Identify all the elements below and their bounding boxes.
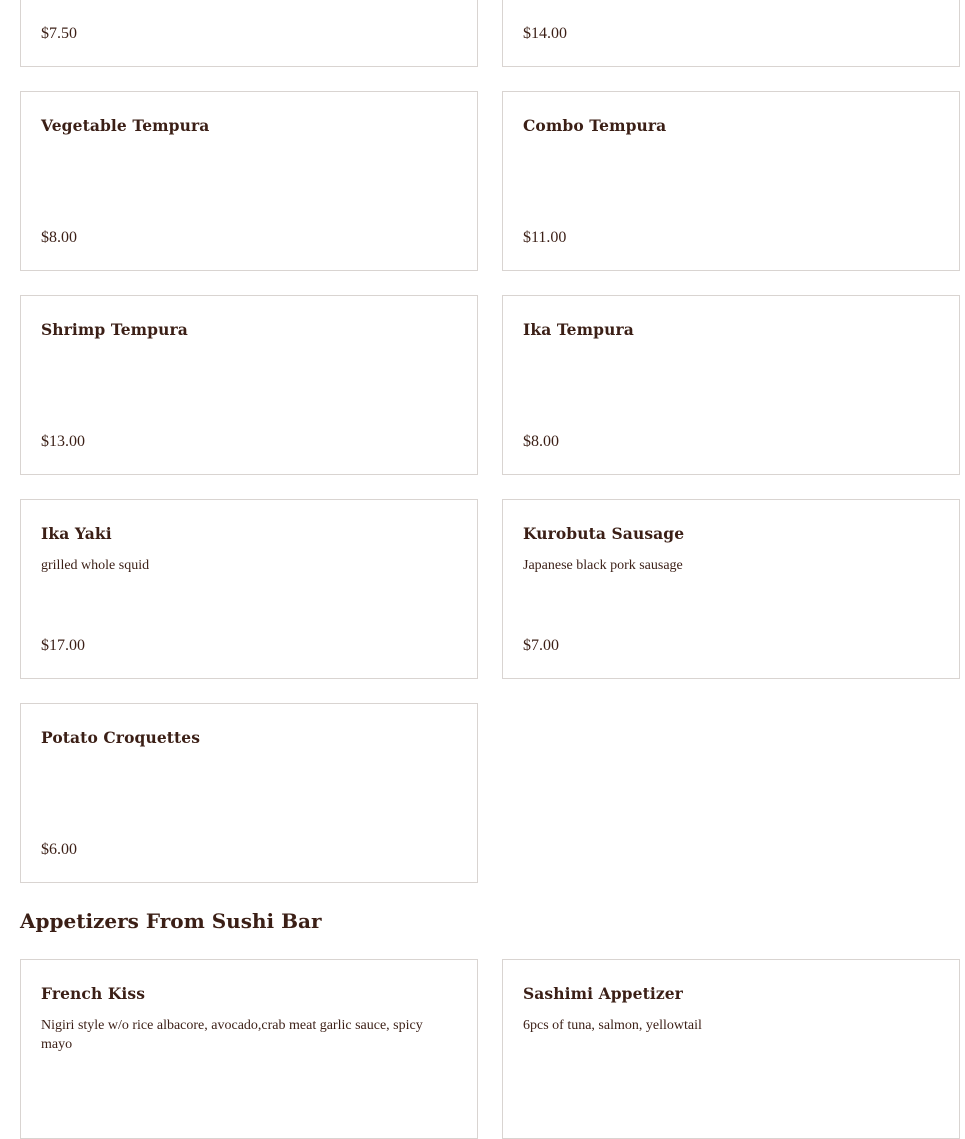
- menu-item-description: grilled whole squid: [41, 558, 150, 573]
- menu-item-name: Ika Yaki: [41, 524, 112, 543]
- menu-item-card[interactable]: [20, 91, 478, 271]
- menu-item-price: $8.00: [41, 229, 77, 246]
- menu-item-card[interactable]: [20, 295, 478, 475]
- menu-item-card[interactable]: [502, 959, 960, 1139]
- menu-item-name: French Kiss: [41, 984, 146, 1003]
- menu-item-name: Vegetable Tempura: [41, 116, 210, 135]
- menu-item-price: $11.00: [523, 229, 567, 246]
- menu-item-card[interactable]: [502, 499, 960, 679]
- menu-item-price: $7.00: [523, 637, 559, 654]
- menu-item-card[interactable]: [502, 91, 960, 271]
- menu-item-price: $13.00: [41, 433, 85, 450]
- menu-item-name: Kurobuta Sausage: [523, 524, 685, 543]
- menu-item-card[interactable]: [20, 499, 478, 679]
- menu-item-description: Nigiri style w/o rice albacore, avocado,crab meat garlic sauce, spicy mayo: [41, 1018, 423, 1052]
- section-heading: Appetizers From Sushi Bar: [20, 909, 322, 933]
- menu-item-price: $8.00: [523, 433, 559, 450]
- menu-item-price: $7.50: [41, 25, 77, 42]
- menu-item-name: Shrimp Tempura: [41, 320, 188, 339]
- menu-item-description: Japanese black pork sausage: [523, 558, 683, 573]
- menu-item-name: Sashimi Appetizer: [523, 984, 683, 1003]
- menu-item-card[interactable]: [502, 0, 960, 67]
- menu-item-card[interactable]: [20, 959, 478, 1139]
- menu-item-card[interactable]: [502, 295, 960, 475]
- menu-item-price: $14.00: [523, 25, 567, 42]
- menu-item-price: $6.00: [41, 841, 77, 858]
- menu-item-description: 6pcs of tuna, salmon, yellowtail: [523, 1018, 702, 1033]
- menu-item-card[interactable]: [20, 0, 478, 67]
- menu-item-card[interactable]: [20, 703, 478, 883]
- menu-item-name: Potato Croquettes: [41, 728, 201, 747]
- menu-item-price: $17.00: [41, 637, 85, 654]
- menu-item-name: Combo Tempura: [523, 116, 667, 135]
- menu-item-name: Ika Tempura: [523, 320, 634, 339]
